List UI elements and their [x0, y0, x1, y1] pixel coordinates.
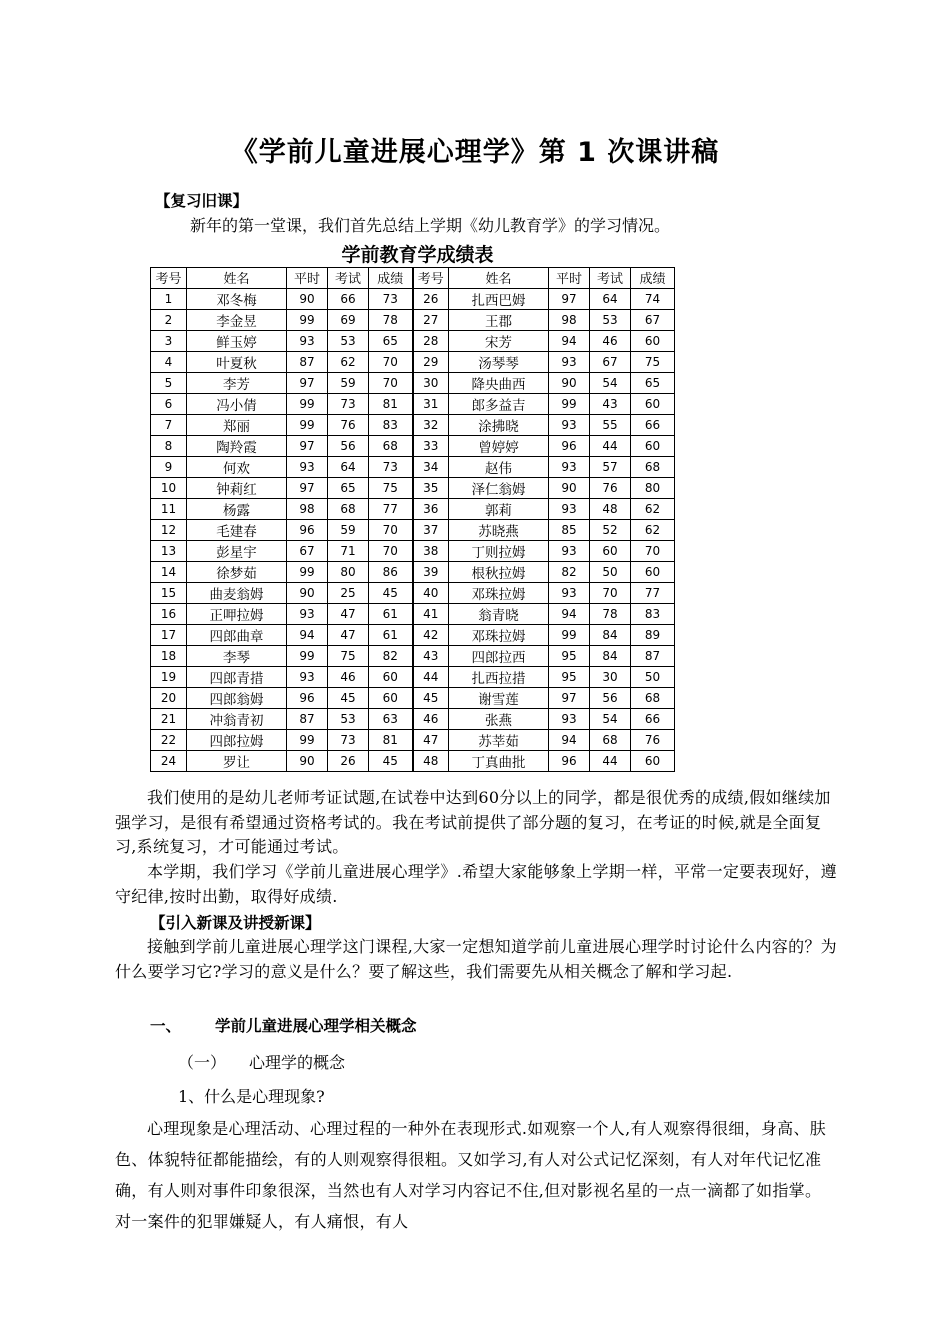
table-cell: 赵伟 [449, 456, 549, 477]
table-cell: 73 [328, 729, 369, 750]
table-cell: 张燕 [449, 708, 549, 729]
table-cell: 96 [549, 750, 590, 771]
table-cell: 64 [590, 288, 631, 309]
table-cell: 99 [287, 309, 328, 330]
table-cell: 45 [369, 750, 413, 771]
table-cell: 73 [369, 288, 413, 309]
column-header: 姓名 [187, 268, 287, 289]
table-cell: 55 [590, 414, 631, 435]
column-header: 考号 [151, 268, 187, 289]
paragraph-psychological-phenomena: 心理现象是心理活动、心理过程的一种外在表现形式.如观察一个人,有人观察得很细，身高、肤色、体貌特征都能描绘，有的人则观察得很粗。又如学习,有人对公式记忆深刻，有人对年代记忆准确，有人则对事件印象很深，当然也有人对学习内容记不住,但对影视名星的一点一滴都了如指掌。对一案件的犯罪嫌疑人，有人痛恨，有人 [115, 1119, 827, 1231]
table-cell: 42 [413, 624, 449, 645]
table-cell: 93 [549, 456, 590, 477]
table-cell: 降央曲西 [449, 372, 549, 393]
table-cell: 93 [549, 708, 590, 729]
table-cell: 83 [631, 603, 675, 624]
table-cell: 曾婷婷 [449, 435, 549, 456]
table-cell: 76 [328, 414, 369, 435]
table-cell: 75 [631, 351, 675, 372]
table-cell: 47 [328, 603, 369, 624]
table-cell: 73 [328, 393, 369, 414]
table-cell: 95 [549, 666, 590, 687]
score-table-title: 学前教育学成绩表 [341, 244, 494, 266]
table-cell: 正呷拉姆 [187, 603, 287, 624]
table-cell: 31 [413, 393, 449, 414]
table-row [151, 435, 675, 456]
table-cell: 90 [287, 288, 328, 309]
table-cell: 77 [369, 498, 413, 519]
table-cell: 87 [287, 708, 328, 729]
table-cell: 66 [328, 288, 369, 309]
table-row [151, 750, 675, 771]
table-cell: 96 [287, 687, 328, 708]
table-cell: 叶夏秋 [187, 351, 287, 372]
table-cell: 57 [590, 456, 631, 477]
table-cell: 何欢 [187, 456, 287, 477]
table-row [151, 561, 675, 582]
table-cell: 12 [151, 519, 187, 540]
table-cell: 47 [328, 624, 369, 645]
table-cell: 26 [413, 288, 449, 309]
table-cell: 93 [287, 456, 328, 477]
table-cell: 64 [328, 456, 369, 477]
table-cell: 5 [151, 372, 187, 393]
table-cell: 66 [631, 708, 675, 729]
table-cell: 50 [590, 561, 631, 582]
table-cell: 邓珠拉姆 [449, 582, 549, 603]
table-cell: 81 [369, 729, 413, 750]
table-cell: 18 [151, 645, 187, 666]
table-cell: 84 [590, 645, 631, 666]
table-cell: 60 [631, 561, 675, 582]
table-cell: 22 [151, 729, 187, 750]
column-header: 平时 [549, 268, 590, 289]
table-row [151, 498, 675, 519]
table-cell: 81 [369, 393, 413, 414]
table-cell: 93 [549, 414, 590, 435]
table-cell: 62 [631, 519, 675, 540]
table-cell: 48 [590, 498, 631, 519]
table-row [151, 288, 675, 309]
table-cell: 53 [328, 708, 369, 729]
table-cell: 冯小倩 [187, 393, 287, 414]
table-cell: 99 [287, 645, 328, 666]
table-cell: 44 [590, 750, 631, 771]
table-row [151, 603, 675, 624]
paragraph-semester-intro: 本学期，我们学习《学前儿童进展心理学》.希望大家能够象上学期一样，平常一定要表现好，遵守纪律,按时出勤，取得好成绩. [115, 862, 837, 906]
table-cell: 曲麦翁姆 [187, 582, 287, 603]
table-cell: 70 [631, 540, 675, 561]
table-cell: 99 [549, 624, 590, 645]
table-cell: 94 [549, 729, 590, 750]
table-cell: 87 [631, 645, 675, 666]
table-cell: 苏莘茹 [449, 729, 549, 750]
table-cell: 53 [328, 330, 369, 351]
table-cell: 汤琴琴 [449, 351, 549, 372]
column-header: 考试 [328, 268, 369, 289]
table-cell: 60 [369, 687, 413, 708]
table-cell: 65 [369, 330, 413, 351]
table-cell: 13 [151, 540, 187, 561]
table-cell: 30 [590, 666, 631, 687]
table-cell: 68 [631, 687, 675, 708]
table-cell: 48 [413, 750, 449, 771]
table-cell: 47 [413, 729, 449, 750]
table-row [151, 309, 675, 330]
table-cell: 70 [369, 372, 413, 393]
column-header: 姓名 [449, 268, 549, 289]
review-intro: 新年的第一堂课，我们首先总结上学期《幼儿教育学》的学习情况。 [190, 216, 671, 235]
table-cell: 扎西巴姆 [449, 288, 549, 309]
review-heading: 【复习旧课】 [155, 192, 249, 210]
table-cell: 90 [549, 477, 590, 498]
table-cell: 61 [369, 603, 413, 624]
table-cell: 杨露 [187, 498, 287, 519]
table-cell: 20 [151, 687, 187, 708]
table-cell: 李芳 [187, 372, 287, 393]
table-cell: 33 [413, 435, 449, 456]
table-cell: 97 [287, 372, 328, 393]
table-cell: 78 [590, 603, 631, 624]
table-cell: 李琴 [187, 645, 287, 666]
table-cell: 32 [413, 414, 449, 435]
table-cell: 56 [590, 687, 631, 708]
table-cell: 60 [369, 666, 413, 687]
score-table-figure [150, 240, 685, 771]
table-cell: 70 [369, 540, 413, 561]
table-cell: 郎多益吉 [449, 393, 549, 414]
table-cell: 77 [631, 582, 675, 603]
table-cell: 郑丽 [187, 414, 287, 435]
table-cell: 99 [287, 393, 328, 414]
table-cell: 70 [369, 351, 413, 372]
table-cell: 毛建春 [187, 519, 287, 540]
table-cell: 4 [151, 351, 187, 372]
table-cell: 67 [287, 540, 328, 561]
table-cell: 90 [549, 372, 590, 393]
table-cell: 邓冬梅 [187, 288, 287, 309]
table-cell: 97 [287, 477, 328, 498]
table-cell: 78 [369, 309, 413, 330]
table-row [151, 393, 675, 414]
table-cell: 谢雪莲 [449, 687, 549, 708]
table-cell: 郭莉 [449, 498, 549, 519]
table-cell: 26 [328, 750, 369, 771]
table-row [151, 519, 675, 540]
table-cell: 97 [549, 687, 590, 708]
table-cell: 21 [151, 708, 187, 729]
table-cell: 99 [287, 414, 328, 435]
table-cell: 43 [413, 645, 449, 666]
table-cell: 徐梦茹 [187, 561, 287, 582]
table-cell: 93 [549, 351, 590, 372]
table-cell: 彭星宇 [187, 540, 287, 561]
table-row [151, 687, 675, 708]
table-cell: 96 [549, 435, 590, 456]
table-cell: 68 [590, 729, 631, 750]
table-cell: 丁则拉姆 [449, 540, 549, 561]
paragraph-exam-summary: 我们使用的是幼儿老师考证试题,在试卷中达到60分以上的同学，都是很优秀的成绩,假如继续加强学习，是很有希望通过资格考试的。我在考试前提供了部分题的复习，在考证的时候,就是全面复习,系统复习，才可能通过考试。 [115, 788, 831, 856]
section-1-title: 学前儿童进展心理学相关概念 [215, 1017, 417, 1035]
table-cell: 11 [151, 498, 187, 519]
table-cell: 四郎翁姆 [187, 687, 287, 708]
table-row [151, 666, 675, 687]
table-cell: 73 [369, 456, 413, 477]
table-cell: 60 [631, 435, 675, 456]
table-cell: 59 [328, 372, 369, 393]
table-cell: 45 [369, 582, 413, 603]
table-cell: 75 [369, 477, 413, 498]
table-cell: 钟莉红 [187, 477, 287, 498]
table-cell: 97 [287, 435, 328, 456]
table-cell: 68 [631, 456, 675, 477]
table-row [151, 540, 675, 561]
table-cell: 46 [328, 666, 369, 687]
table-row [151, 351, 675, 372]
table-cell: 84 [590, 624, 631, 645]
table-cell: 宋芳 [449, 330, 549, 351]
table-cell: 61 [369, 624, 413, 645]
table-cell: 60 [590, 540, 631, 561]
subsection-1-title: 心理学的概念 [249, 1053, 346, 1072]
table-row [151, 708, 675, 729]
table-cell: 14 [151, 561, 187, 582]
table-cell: 丁真曲批 [449, 750, 549, 771]
table-cell: 罗让 [187, 750, 287, 771]
table-cell: 54 [590, 708, 631, 729]
table-cell: 王郡 [449, 309, 549, 330]
table-cell: 99 [287, 561, 328, 582]
table-cell: 24 [151, 750, 187, 771]
table-cell: 98 [549, 309, 590, 330]
table-cell: 89 [631, 624, 675, 645]
table-cell: 90 [287, 582, 328, 603]
table-cell: 70 [590, 582, 631, 603]
column-header: 成绩 [369, 268, 413, 289]
table-cell: 10 [151, 477, 187, 498]
table-cell: 45 [413, 687, 449, 708]
table-cell: 93 [549, 540, 590, 561]
table-cell: 苏晓燕 [449, 519, 549, 540]
table-cell: 56 [328, 435, 369, 456]
table-cell: 98 [287, 498, 328, 519]
table-cell: 95 [549, 645, 590, 666]
table-cell: 35 [413, 477, 449, 498]
table-cell: 四郎拉姆 [187, 729, 287, 750]
table-cell: 66 [631, 414, 675, 435]
table-cell: 90 [287, 750, 328, 771]
table-cell: 46 [590, 330, 631, 351]
table-cell: 93 [549, 582, 590, 603]
section-1-number: 一、 [150, 1017, 182, 1035]
column-header: 考号 [413, 268, 449, 289]
table-cell: 16 [151, 603, 187, 624]
table-cell: 四郎青措 [187, 666, 287, 687]
table-cell: 37 [413, 519, 449, 540]
table-cell: 68 [369, 435, 413, 456]
table-cell: 6 [151, 393, 187, 414]
table-cell: 34 [413, 456, 449, 477]
table-cell: 3 [151, 330, 187, 351]
table-cell: 65 [631, 372, 675, 393]
table-row [151, 456, 675, 477]
table-cell: 17 [151, 624, 187, 645]
table-cell: 翁青晓 [449, 603, 549, 624]
table-cell: 85 [549, 519, 590, 540]
table-cell: 36 [413, 498, 449, 519]
table-cell: 99 [549, 393, 590, 414]
table-cell: 94 [549, 330, 590, 351]
table-cell: 扎西拉措 [449, 666, 549, 687]
table-cell: 25 [328, 582, 369, 603]
table-cell: 67 [631, 309, 675, 330]
table-cell: 94 [549, 603, 590, 624]
table-cell: 9 [151, 456, 187, 477]
table-cell: 泽仁翁姆 [449, 477, 549, 498]
table-cell: 根秋拉姆 [449, 561, 549, 582]
table-cell: 四郎拉西 [449, 645, 549, 666]
table-cell: 邓珠拉姆 [449, 624, 549, 645]
table-cell: 19 [151, 666, 187, 687]
table-cell: 75 [328, 645, 369, 666]
table-cell: 86 [369, 561, 413, 582]
subsection-1-number: （一） [178, 1053, 227, 1072]
table-cell: 68 [328, 498, 369, 519]
table-cell: 52 [590, 519, 631, 540]
table-cell: 李金昱 [187, 309, 287, 330]
table-cell: 82 [549, 561, 590, 582]
table-cell: 67 [590, 351, 631, 372]
table-cell: 41 [413, 603, 449, 624]
table-cell: 62 [631, 498, 675, 519]
table-cell: 46 [413, 708, 449, 729]
table-cell: 76 [590, 477, 631, 498]
table-cell: 2 [151, 309, 187, 330]
table-cell: 8 [151, 435, 187, 456]
table-cell: 30 [413, 372, 449, 393]
table-cell: 28 [413, 330, 449, 351]
table-row [151, 414, 675, 435]
table-cell: 93 [287, 330, 328, 351]
table-cell: 54 [590, 372, 631, 393]
table-cell: 59 [328, 519, 369, 540]
new-lesson-heading: 【引入新课及讲授新课】 [150, 914, 321, 932]
table-cell: 99 [287, 729, 328, 750]
table-cell: 53 [590, 309, 631, 330]
table-row [151, 330, 675, 351]
table-row [151, 372, 675, 393]
page-title: 《学前儿童进展心理学》第 1 次课讲稿 [230, 137, 720, 168]
table-row [151, 477, 675, 498]
table-cell: 82 [369, 645, 413, 666]
table-cell: 冲翁青初 [187, 708, 287, 729]
table-cell: 鲜玉婷 [187, 330, 287, 351]
table-cell: 60 [631, 750, 675, 771]
table-row [151, 582, 675, 603]
table-cell: 43 [590, 393, 631, 414]
table-cell: 60 [631, 393, 675, 414]
table-cell: 27 [413, 309, 449, 330]
table-cell: 陶羚霞 [187, 435, 287, 456]
table-cell: 29 [413, 351, 449, 372]
table-cell: 39 [413, 561, 449, 582]
table-cell: 87 [287, 351, 328, 372]
score-table [150, 267, 675, 772]
table-cell: 80 [631, 477, 675, 498]
paragraph-course-intro: 接触到学前儿童进展心理学这门课程,大家一定想知道学前儿童进展心理学时讨论什么内容的？为什么要学习它?学习的意义是什么？要了解这些，我们需要先从相关概念了解和学习起. [115, 937, 837, 981]
column-header: 平时 [287, 268, 328, 289]
table-cell: 97 [549, 288, 590, 309]
table-cell: 93 [549, 498, 590, 519]
table-cell: 74 [631, 288, 675, 309]
table-cell: 44 [590, 435, 631, 456]
table-cell: 93 [287, 666, 328, 687]
table-cell: 60 [631, 330, 675, 351]
table-cell: 50 [631, 666, 675, 687]
table-cell: 44 [413, 666, 449, 687]
table-cell: 76 [631, 729, 675, 750]
table-cell: 四郎曲章 [187, 624, 287, 645]
table-row [151, 645, 675, 666]
table-cell: 93 [287, 603, 328, 624]
table-row [151, 624, 675, 645]
table-cell: 62 [328, 351, 369, 372]
table-cell: 70 [369, 519, 413, 540]
table-cell: 63 [369, 708, 413, 729]
column-header: 考试 [590, 268, 631, 289]
table-cell: 15 [151, 582, 187, 603]
score-table-header-row [151, 268, 675, 289]
table-cell: 80 [328, 561, 369, 582]
table-cell: 45 [328, 687, 369, 708]
table-cell: 1 [151, 288, 187, 309]
table-cell: 40 [413, 582, 449, 603]
item-1-question: 1、什么是心理现象? [178, 1087, 325, 1106]
table-cell: 7 [151, 414, 187, 435]
column-header: 成绩 [631, 268, 675, 289]
table-row [151, 729, 675, 750]
table-cell: 65 [328, 477, 369, 498]
table-cell: 96 [287, 519, 328, 540]
table-cell: 94 [287, 624, 328, 645]
table-cell: 83 [369, 414, 413, 435]
table-cell: 38 [413, 540, 449, 561]
table-cell: 71 [328, 540, 369, 561]
table-cell: 涂拂晓 [449, 414, 549, 435]
table-cell: 69 [328, 309, 369, 330]
